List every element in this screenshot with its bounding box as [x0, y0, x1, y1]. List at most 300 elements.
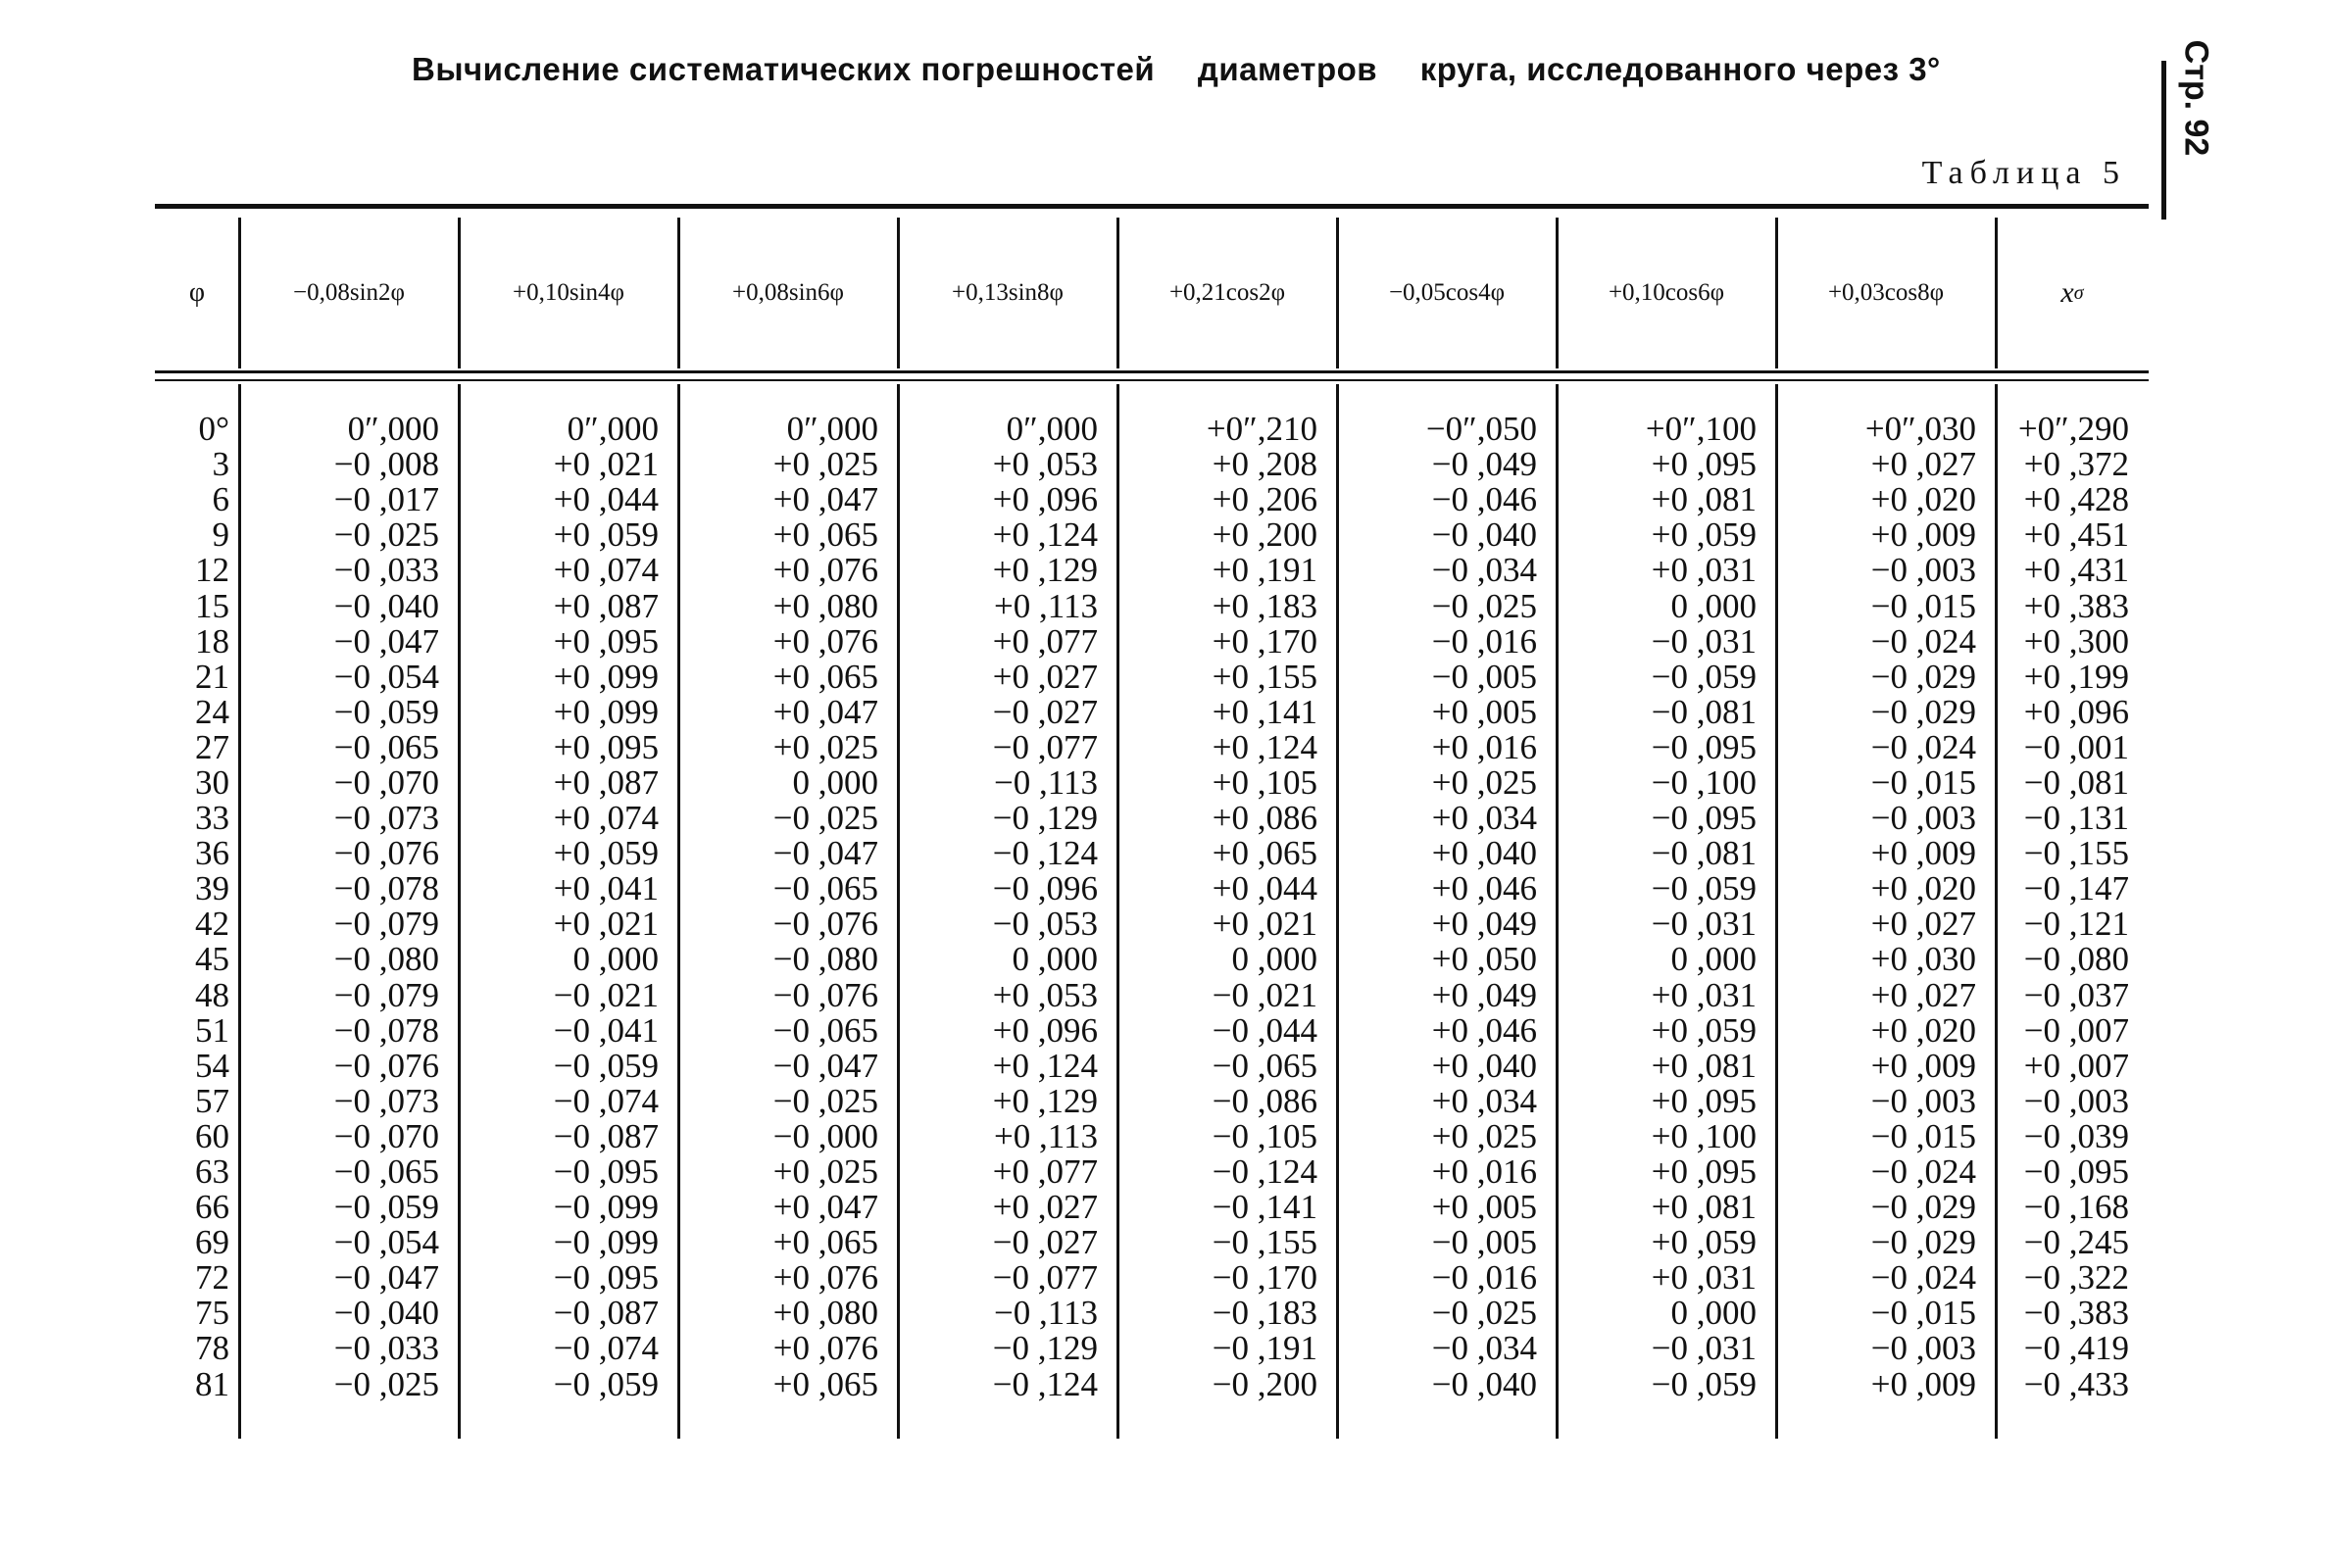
- value-cell: +0 ,065: [772, 1364, 878, 1403]
- value-cell: −0 ,076: [333, 834, 439, 873]
- value-cell: −0 ,080: [2023, 940, 2129, 979]
- value-cell: +0 ,086: [1212, 799, 1317, 838]
- column-divider: [1116, 218, 1119, 368]
- value-cell: −0 ,070: [333, 1116, 439, 1155]
- table-row: [155, 1046, 2149, 1085]
- value-cell: +0 ,016: [1431, 727, 1537, 766]
- value-cell: −0 ,065: [333, 727, 439, 766]
- value-cell: +0 ,050: [1431, 940, 1537, 979]
- value-cell: 0 ,000: [1670, 940, 1757, 979]
- angle-cell: 45: [195, 940, 229, 979]
- value-cell: −0 ,044: [1212, 1010, 1317, 1050]
- value-cell: −0 ,095: [1651, 799, 1757, 838]
- column-divider: [1556, 218, 1559, 368]
- value-cell: −0 ,016: [1431, 1258, 1537, 1298]
- value-cell: +0 ,007: [2023, 1046, 2129, 1085]
- value-cell: +0 ,077: [992, 1152, 1098, 1192]
- value-cell: −0 ,076: [772, 975, 878, 1014]
- value-cell: −0 ,015: [1870, 1294, 1976, 1333]
- angle-cell: 75: [195, 1294, 229, 1333]
- table-row: [155, 906, 2149, 942]
- value-cell: −0 ,033: [333, 1329, 439, 1368]
- value-cell: −0 ,025: [1431, 586, 1537, 625]
- table-row: [155, 553, 2149, 588]
- value-cell: −0 ,059: [553, 1364, 659, 1403]
- value-cell: −0 ,183: [1212, 1294, 1317, 1333]
- table-row: [155, 727, 2149, 766]
- column-header: −0,05cos4φ: [1388, 279, 1506, 306]
- value-cell: −0 ,024: [1870, 727, 1976, 766]
- table-row: [155, 871, 2149, 906]
- value-cell: +0 ,047: [772, 1188, 878, 1227]
- value-cell: 0 ,000: [792, 762, 878, 802]
- value-cell: −0 ,029: [1870, 657, 1976, 696]
- value-cell: +0 ,208: [1212, 445, 1317, 484]
- column-header: x σ: [2060, 276, 2084, 309]
- table-row: [155, 657, 2149, 696]
- value-cell: −0 ,113: [994, 762, 1098, 802]
- value-cell: 0 ,000: [1670, 586, 1757, 625]
- value-cell: +0 ,372: [2023, 445, 2129, 484]
- value-cell: −0 ,059: [333, 1188, 439, 1227]
- value-cell: −0 ,047: [333, 621, 439, 661]
- value-cell: −0 ,025: [1431, 1294, 1537, 1333]
- value-cell: +0 ,081: [1651, 1046, 1757, 1085]
- value-cell: +0 ,170: [1212, 621, 1317, 661]
- value-cell: −0 ,191: [1212, 1329, 1317, 1368]
- angle-cell: 12: [195, 551, 229, 590]
- value-cell: −0 ,113: [994, 1294, 1098, 1333]
- column-divider: [238, 218, 241, 368]
- value-cell: +0 ,383: [2023, 586, 2129, 625]
- value-cell: −0 ,095: [553, 1258, 659, 1298]
- value-cell: +0 ,065: [772, 657, 878, 696]
- value-cell: +0 ,059: [1651, 515, 1757, 555]
- value-cell: −0 ,070: [333, 762, 439, 802]
- value-cell: −0 ,053: [992, 905, 1098, 944]
- value-cell: +0 ,040: [1431, 1046, 1537, 1085]
- table-row: [155, 1116, 2149, 1155]
- value-cell: +0 ,025: [772, 445, 878, 484]
- value-cell: −0 ,039: [2023, 1116, 2129, 1155]
- angle-cell: 48: [195, 975, 229, 1014]
- value-cell: −0 ,054: [333, 657, 439, 696]
- angle-cell: 54: [195, 1046, 229, 1085]
- table-row: [155, 447, 2149, 482]
- value-cell: +0 ,087: [553, 762, 659, 802]
- column-divider: [677, 384, 680, 1439]
- value-cell: +0 ,047: [772, 480, 878, 519]
- value-cell: +0 ,027: [1870, 905, 1976, 944]
- value-cell: −0 ,034: [1431, 551, 1537, 590]
- value-cell: −0 ,059: [1651, 657, 1757, 696]
- value-cell: −0 ,029: [1870, 1223, 1976, 1262]
- value-cell: +0 ,141: [1212, 692, 1317, 731]
- column-header: +0,08sin6φ: [732, 279, 844, 306]
- value-cell: −0 ,129: [992, 799, 1098, 838]
- column-divider: [1775, 384, 1778, 1439]
- value-cell: +0 ,099: [553, 657, 659, 696]
- value-cell: −0 ,245: [2023, 1223, 2129, 1262]
- column-divider: [458, 384, 461, 1439]
- value-cell: −0 ,003: [1870, 1081, 1976, 1120]
- value-cell: 0 ,000: [1231, 940, 1317, 979]
- value-cell: +0 ,065: [772, 1223, 878, 1262]
- value-cell: +0 ,059: [1651, 1010, 1757, 1050]
- value-cell: −0 ,040: [1431, 515, 1537, 555]
- value-cell: +0 ,076: [772, 551, 878, 590]
- value-cell: +0 ,049: [1431, 905, 1537, 944]
- value-cell: +0 ,005: [1431, 1188, 1537, 1227]
- table-row: [155, 801, 2149, 836]
- value-cell: −0 ,003: [1870, 551, 1976, 590]
- table-header: [155, 218, 2149, 368]
- value-cell: +0 ,027: [992, 657, 1098, 696]
- value-cell: +0″,030: [1864, 410, 1976, 449]
- table-row: [155, 1364, 2149, 1403]
- value-cell: −0 ,040: [333, 586, 439, 625]
- value-cell: −0 ,087: [553, 1116, 659, 1155]
- value-cell: −0 ,001: [2023, 727, 2129, 766]
- table-row: [155, 588, 2149, 623]
- value-cell: +0 ,095: [553, 727, 659, 766]
- value-cell: 0 ,000: [1670, 1294, 1757, 1333]
- value-cell: −0 ,005: [1431, 1223, 1537, 1262]
- value-cell: −0 ,073: [333, 799, 439, 838]
- value-cell: −0 ,031: [1651, 1329, 1757, 1368]
- value-cell: −0 ,079: [333, 905, 439, 944]
- table-row: [155, 1190, 2149, 1225]
- value-cell: −0 ,047: [772, 834, 878, 873]
- value-cell: −0 ,021: [1212, 975, 1317, 1014]
- value-cell: +0 ,059: [1651, 1223, 1757, 1262]
- value-cell: +0 ,113: [994, 1116, 1098, 1155]
- value-cell: +0 ,053: [992, 975, 1098, 1014]
- angle-cell: 63: [195, 1152, 229, 1192]
- table-row: [155, 836, 2149, 871]
- table-row: [155, 517, 2149, 553]
- value-cell: −0 ,003: [2023, 1081, 2129, 1120]
- value-cell: +0 ,113: [994, 586, 1098, 625]
- value-cell: −0 ,015: [1870, 586, 1976, 625]
- value-cell: +0 ,428: [2023, 480, 2129, 519]
- value-cell: +0 ,080: [772, 586, 878, 625]
- value-cell: −0 ,433: [2023, 1364, 2129, 1403]
- value-cell: +0 ,009: [1870, 1046, 1976, 1085]
- value-cell: +0 ,124: [992, 515, 1098, 555]
- value-cell: +0 ,016: [1431, 1152, 1537, 1192]
- value-cell: −0 ,081: [1651, 834, 1757, 873]
- value-cell: −0 ,074: [553, 1081, 659, 1120]
- header-separator-rule: [155, 370, 2149, 373]
- value-cell: +0 ,096: [2023, 692, 2129, 731]
- value-cell: +0 ,046: [1431, 869, 1537, 908]
- angle-cell: 72: [195, 1258, 229, 1298]
- value-cell: −0 ,079: [333, 975, 439, 1014]
- value-cell: +0 ,009: [1870, 834, 1976, 873]
- column-divider: [238, 384, 241, 1439]
- value-cell: −0 ,016: [1431, 621, 1537, 661]
- value-cell: +0 ,124: [992, 1046, 1098, 1085]
- value-cell: +0 ,040: [1431, 834, 1537, 873]
- angle-cell: 3: [212, 445, 229, 484]
- value-cell: −0 ,099: [553, 1223, 659, 1262]
- value-cell: +0 ,047: [772, 692, 878, 731]
- value-cell: −0 ,095: [553, 1152, 659, 1192]
- value-cell: +0 ,451: [2023, 515, 2129, 555]
- value-cell: −0 ,003: [1870, 1329, 1976, 1368]
- value-cell: −0 ,078: [333, 1010, 439, 1050]
- value-cell: +0 ,030: [1870, 940, 1976, 979]
- value-cell: 0″,000: [1006, 410, 1098, 449]
- column-divider: [1116, 384, 1119, 1439]
- angle-cell: 42: [195, 905, 229, 944]
- value-cell: +0 ,095: [1651, 1152, 1757, 1192]
- value-cell: −0 ,065: [772, 869, 878, 908]
- page-title: [412, 51, 2019, 88]
- value-cell: +0 ,020: [1870, 480, 1976, 519]
- value-cell: −0 ,015: [1870, 1116, 1976, 1155]
- value-cell: +0 ,199: [2023, 657, 2129, 696]
- angle-cell: 24: [195, 692, 229, 731]
- column-header: +0,03cos8φ: [1827, 279, 1945, 306]
- table-label: Таблица 5: [1921, 155, 2126, 191]
- value-cell: +0″,100: [1645, 410, 1757, 449]
- value-cell: +0 ,020: [1870, 1010, 1976, 1050]
- value-cell: −0 ,024: [1870, 621, 1976, 661]
- value-cell: −0 ,059: [1651, 1364, 1757, 1403]
- value-cell: −0 ,027: [992, 1223, 1098, 1262]
- column-header: −0,08sin2φ: [293, 279, 405, 306]
- value-cell: +0 ,081: [1651, 1188, 1757, 1227]
- value-cell: −0 ,073: [333, 1081, 439, 1120]
- angle-cell: 0°: [198, 410, 229, 449]
- angle-cell: 33: [195, 799, 229, 838]
- value-cell: +0 ,074: [553, 551, 659, 590]
- value-cell: −0 ,074: [553, 1329, 659, 1368]
- value-cell: +0 ,155: [1212, 657, 1317, 696]
- value-cell: −0 ,005: [1431, 657, 1537, 696]
- value-cell: +0 ,031: [1651, 551, 1757, 590]
- value-cell: −0 ,081: [2023, 762, 2129, 802]
- column-divider: [677, 218, 680, 368]
- value-cell: −0 ,081: [1651, 692, 1757, 731]
- table-row: [155, 942, 2149, 977]
- value-cell: −0 ,065: [333, 1152, 439, 1192]
- value-cell: +0 ,431: [2023, 551, 2129, 590]
- value-cell: +0 ,100: [1651, 1116, 1757, 1155]
- value-cell: −0 ,096: [992, 869, 1098, 908]
- angle-cell: 27: [195, 727, 229, 766]
- value-cell: +0 ,191: [1212, 551, 1317, 590]
- table-row: [155, 482, 2149, 517]
- title-part-1: Вычисление систематических погрешностей: [412, 51, 1156, 87]
- value-cell: +0 ,095: [553, 621, 659, 661]
- value-cell: +0 ,096: [992, 1010, 1098, 1050]
- column-header: +0,13sin8φ: [952, 279, 1064, 306]
- column-divider: [1995, 218, 1998, 368]
- value-cell: −0 ,080: [772, 940, 878, 979]
- page-number-rule: [2161, 61, 2166, 220]
- value-cell: −0 ,017: [333, 480, 439, 519]
- title-part-3: круга, исследованного через 3°: [1419, 51, 1941, 87]
- column-header: +0,10sin4φ: [513, 279, 624, 306]
- column-divider: [1336, 384, 1339, 1439]
- value-cell: 0″,000: [567, 410, 659, 449]
- value-cell: −0 ,047: [333, 1258, 439, 1298]
- angle-cell: 15: [195, 586, 229, 625]
- value-cell: −0 ,155: [1212, 1223, 1317, 1262]
- value-cell: +0 ,009: [1870, 1364, 1976, 1403]
- value-cell: +0 ,129: [992, 551, 1098, 590]
- value-cell: +0 ,021: [553, 905, 659, 944]
- angle-cell: 51: [195, 1010, 229, 1050]
- angle-cell: 81: [195, 1364, 229, 1403]
- value-cell: +0 ,021: [1212, 905, 1317, 944]
- value-cell: 0 ,000: [1012, 940, 1098, 979]
- value-cell: −0″,050: [1425, 410, 1537, 449]
- value-cell: −0 ,121: [2023, 905, 2129, 944]
- table-row: [155, 1154, 2149, 1190]
- value-cell: −0 ,054: [333, 1223, 439, 1262]
- value-cell: −0 ,168: [2023, 1188, 2129, 1227]
- value-cell: −0 ,124: [1212, 1152, 1317, 1192]
- value-cell: −0 ,059: [553, 1046, 659, 1085]
- value-cell: −0 ,419: [2023, 1329, 2129, 1368]
- value-cell: +0″,210: [1206, 410, 1317, 449]
- value-cell: +0 ,206: [1212, 480, 1317, 519]
- column-divider: [1336, 218, 1339, 368]
- column-header: φ: [188, 277, 206, 308]
- value-cell: +0 ,081: [1651, 480, 1757, 519]
- value-cell: −0 ,047: [772, 1046, 878, 1085]
- value-cell: −0 ,008: [333, 445, 439, 484]
- value-cell: +0 ,096: [992, 480, 1098, 519]
- value-cell: −0 ,147: [2023, 869, 2129, 908]
- angle-cell: 57: [195, 1081, 229, 1120]
- column-divider: [458, 218, 461, 368]
- value-cell: 0 ,000: [572, 940, 659, 979]
- value-cell: −0 ,087: [553, 1294, 659, 1333]
- value-cell: −0 ,078: [333, 869, 439, 908]
- column-divider: [1995, 384, 1998, 1439]
- value-cell: +0 ,031: [1651, 1258, 1757, 1298]
- value-cell: −0 ,131: [2023, 799, 2129, 838]
- value-cell: −0 ,040: [333, 1294, 439, 1333]
- value-cell: −0 ,025: [333, 515, 439, 555]
- table-row: [155, 1225, 2149, 1260]
- column-divider: [897, 384, 900, 1439]
- angle-cell: 69: [195, 1223, 229, 1262]
- value-cell: −0 ,155: [2023, 834, 2129, 873]
- table-row: [155, 412, 2149, 447]
- page-number: Стр. 92: [2177, 39, 2215, 157]
- value-cell: +0 ,046: [1431, 1010, 1537, 1050]
- value-cell: −0 ,033: [333, 551, 439, 590]
- value-cell: −0 ,076: [772, 905, 878, 944]
- value-cell: +0 ,077: [992, 621, 1098, 661]
- value-cell: +0 ,020: [1870, 869, 1976, 908]
- value-cell: +0 ,129: [992, 1081, 1098, 1120]
- value-cell: −0 ,124: [992, 834, 1098, 873]
- value-cell: +0 ,095: [1651, 1081, 1757, 1120]
- value-cell: +0 ,087: [553, 586, 659, 625]
- angle-cell: 18: [195, 621, 229, 661]
- table-body: [155, 412, 2149, 1402]
- value-cell: +0 ,105: [1212, 762, 1317, 802]
- value-cell: +0 ,300: [2023, 621, 2129, 661]
- value-cell: +0 ,034: [1431, 799, 1537, 838]
- value-cell: −0 ,077: [992, 727, 1098, 766]
- value-cell: −0 ,024: [1870, 1258, 1976, 1298]
- value-cell: −0 ,007: [2023, 1010, 2129, 1050]
- column-header: +0,10cos6φ: [1608, 279, 1725, 306]
- value-cell: −0 ,095: [1651, 727, 1757, 766]
- value-cell: −0 ,076: [333, 1046, 439, 1085]
- value-cell: −0 ,141: [1212, 1188, 1317, 1227]
- value-cell: +0 ,065: [1212, 834, 1317, 873]
- value-cell: −0 ,095: [2023, 1152, 2129, 1192]
- table-row: [155, 1260, 2149, 1296]
- table-row: [155, 762, 2149, 802]
- table-row: [155, 692, 2149, 731]
- value-cell: +0 ,027: [1870, 975, 1976, 1014]
- column-divider: [1775, 218, 1778, 368]
- header-separator-rule-2: [155, 379, 2149, 381]
- value-cell: −0 ,034: [1431, 1329, 1537, 1368]
- value-cell: +0 ,095: [1651, 445, 1757, 484]
- value-cell: −0 ,025: [772, 1081, 878, 1120]
- value-cell: +0 ,025: [772, 1152, 878, 1192]
- table-row: [155, 1010, 2149, 1050]
- angle-cell: 78: [195, 1329, 229, 1368]
- value-cell: −0 ,049: [1431, 445, 1537, 484]
- value-cell: −0 ,025: [333, 1364, 439, 1403]
- value-cell: +0 ,053: [992, 445, 1098, 484]
- angle-cell: 39: [195, 869, 229, 908]
- value-cell: +0″,290: [2017, 410, 2129, 449]
- value-cell: −0 ,029: [1870, 1188, 1976, 1227]
- value-cell: −0 ,124: [992, 1364, 1098, 1403]
- value-cell: −0 ,322: [2023, 1258, 2129, 1298]
- value-cell: −0 ,129: [992, 1329, 1098, 1368]
- value-cell: −0 ,170: [1212, 1258, 1317, 1298]
- value-cell: +0 ,080: [772, 1294, 878, 1333]
- value-cell: −0 ,059: [333, 692, 439, 731]
- value-cell: −0 ,086: [1212, 1081, 1317, 1120]
- value-cell: +0 ,027: [992, 1188, 1098, 1227]
- title-part-2: диаметров: [1197, 51, 1378, 87]
- value-cell: +0 ,200: [1212, 515, 1317, 555]
- table-row: [155, 1296, 2149, 1331]
- value-cell: −0 ,003: [1870, 799, 1976, 838]
- angle-cell: 30: [195, 762, 229, 802]
- value-cell: +0 ,031: [1651, 975, 1757, 1014]
- value-cell: +0 ,025: [1431, 762, 1537, 802]
- value-cell: −0 ,200: [1212, 1364, 1317, 1403]
- value-cell: +0 ,025: [1431, 1116, 1537, 1155]
- value-cell: −0 ,041: [553, 1010, 659, 1050]
- value-cell: +0 ,099: [553, 692, 659, 731]
- value-cell: +0 ,041: [553, 869, 659, 908]
- value-cell: +0 ,044: [553, 480, 659, 519]
- column-divider: [1556, 384, 1559, 1439]
- value-cell: +0 ,076: [772, 1329, 878, 1368]
- value-cell: −0 ,031: [1651, 621, 1757, 661]
- value-cell: +0 ,027: [1870, 445, 1976, 484]
- value-cell: +0 ,009: [1870, 515, 1976, 555]
- value-cell: +0 ,005: [1431, 692, 1537, 731]
